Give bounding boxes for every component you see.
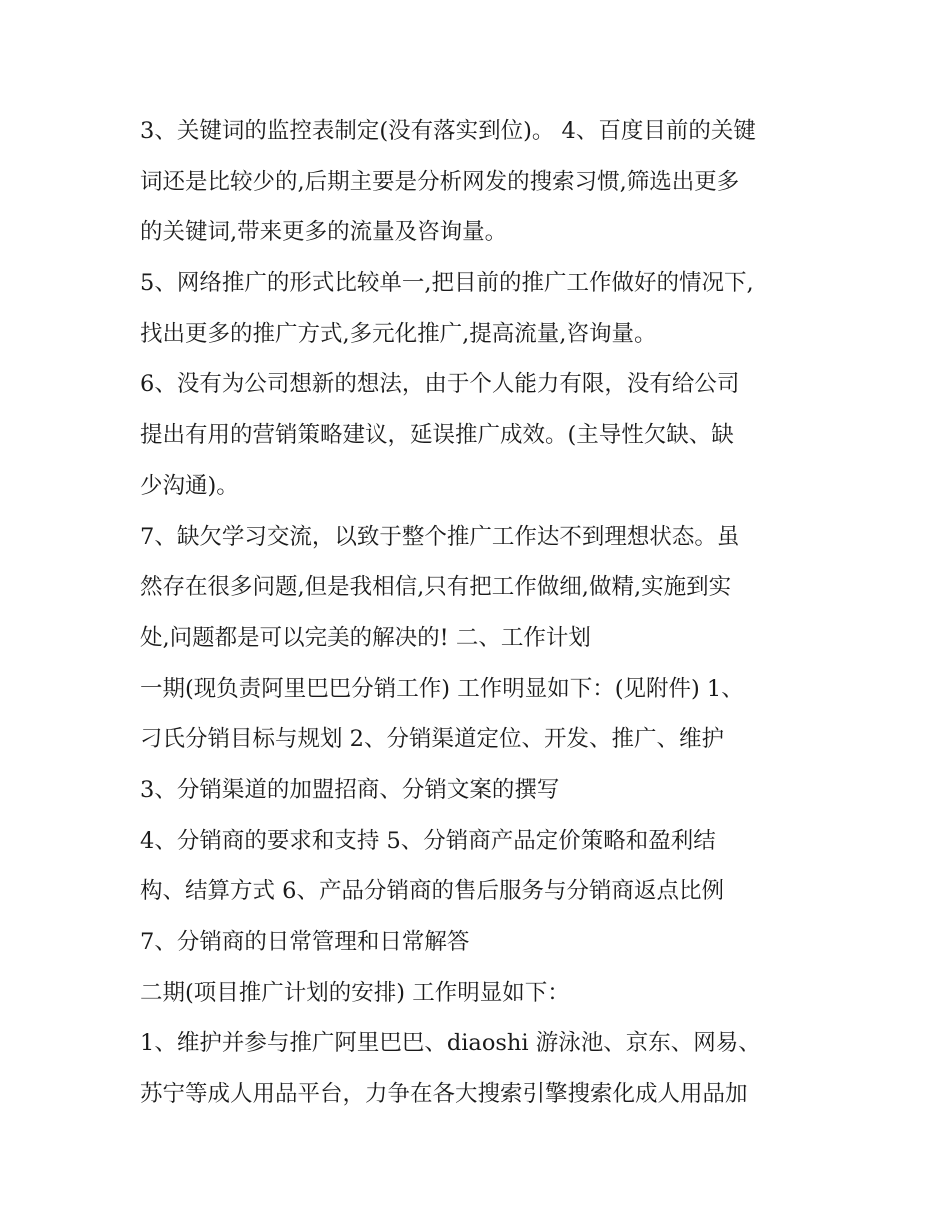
text-line: 4、分销商的要求和支持 5、分销商产品定价策略和盈利结 [140,827,716,854]
text-line: 5、网络推广的形式比较单一,把目前的推广工作做好的情况下, [140,270,754,297]
text-line: 提出有用的营销策略建议，延误推广成效。(主导性欠缺、缺 [140,422,734,449]
text-line: 苏宁等成人用品平台，力争在各大搜索引擎搜索化成人用品加 [140,1081,748,1108]
text-line: 3、关键词的监控表制定(没有落实到位)。 4、百度目前的关键 [140,118,756,144]
text-line: 3、分销渠道的加盟招商、分销文案的撰写 [140,776,560,803]
text-line: 处,问题都是可以完美的解决的! 二、工作计划 [140,624,591,651]
text-line: 少沟通)。 [140,472,239,499]
text-line: 7、分销商的日常管理和日常解答 [140,929,470,955]
text-line: 词还是比较少的,后期主要是分析网发的搜索习惯,筛选出更多 [140,168,740,195]
text-line: 构、结算方式 6、产品分销商的售后服务与分销商返点比例 [140,878,724,905]
text-line: 一期(现负责阿里巴巴分销工作) 工作明显如下：(见附件) 1、 [140,675,744,702]
text-line: 二期(项目推广计划的安排) 工作明显如下： [140,979,570,1006]
text-line: 找出更多的推广方式,多元化推广,提高流量,咨询量。 [140,320,657,347]
text-line: 刁氏分销目标与规划 2、分销渠道定位、开发、推广、维护 [140,726,724,753]
text-line: 然存在很多问题,但是我相信,只有把工作做细,做精,实施到实 [140,574,732,601]
text-line: 1、维护并参与推广阿里巴巴、diaoshi 游泳池、京东、网易、 [140,1030,761,1057]
text-line: 7、缺欠学习交流，以致于整个推广工作达不到理想状态。虽 [140,523,740,550]
text-line: 6、没有为公司想新的想法，由于个人能力有限，没有给公司 [140,371,740,398]
document-body [140,106,820,1120]
text-line: 的关键词,带来更多的流量及咨询量。 [140,219,508,246]
